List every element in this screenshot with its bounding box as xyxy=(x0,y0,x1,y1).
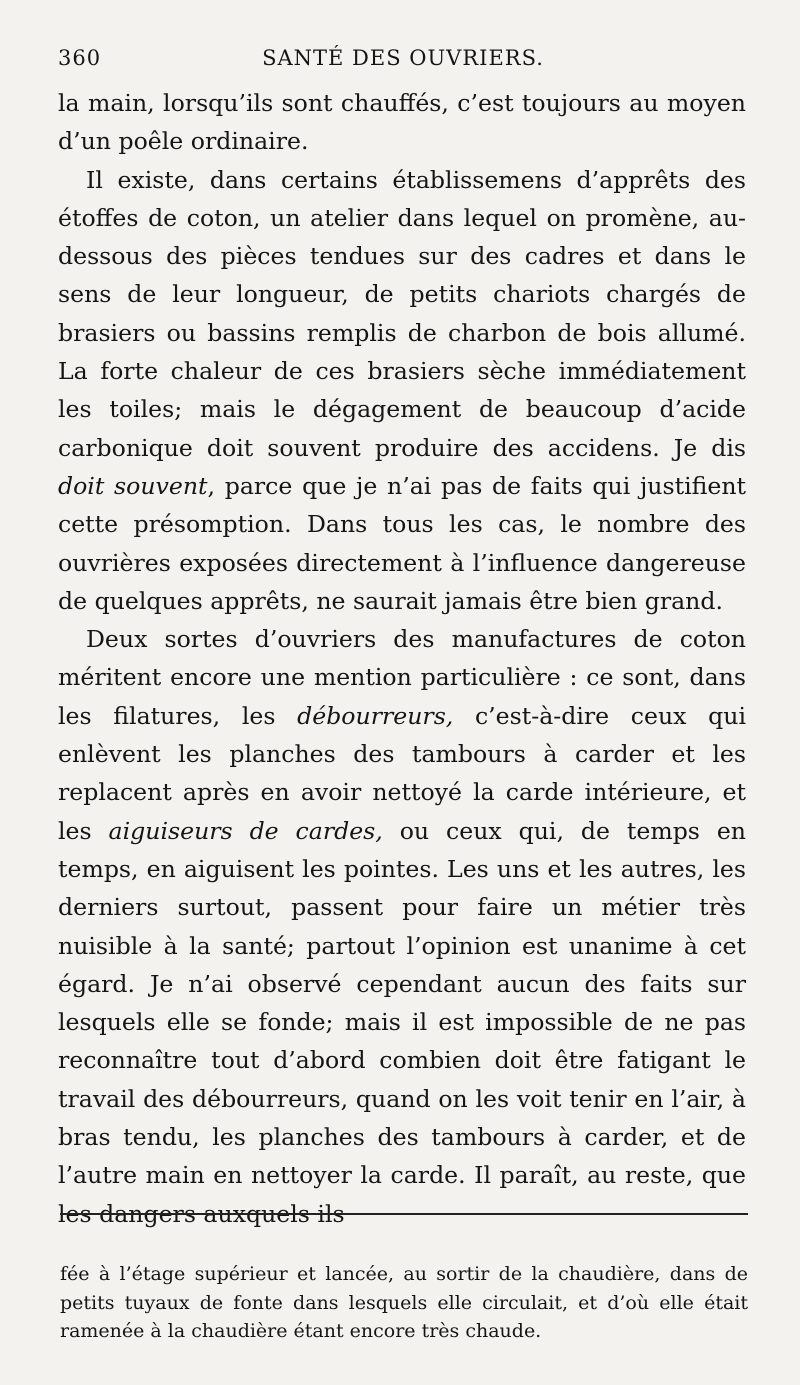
paragraph-2 xyxy=(58,161,746,621)
footnote xyxy=(60,1260,748,1346)
paragraph-2-emphasis: doit souvent xyxy=(58,471,208,500)
paragraph-2-text: Il existe, dans certains établissemens d’apprêts des étoffes de coton, un atelier dans lequel on promène, au-dessous des pièces tendues sur des cadres et dans le sens de leur longueur, de petits chariots chargés de brasiers ou bassins remplis de charbon de bois allumé. La forte chaleur de ces brasiers sèche immédiatement les toiles; mais le dégagement de beaucoup d’acide carbonique doit souvent produire des accidens. Je dis xyxy=(58,165,746,462)
footnote-divider xyxy=(60,1213,748,1215)
footnote-text: fée à l’étage supérieur et lancée, au sortir de la chaudière, dans de petits tuyaux de fonte dans lesquels elle circulait, et d’où elle était ramenée à la chaudière étant encore très chaude. xyxy=(60,1263,748,1342)
paragraph-3-emphasis-2: aiguiseurs de cardes, xyxy=(108,816,383,845)
paragraph-1-text: la main, lorsqu’ils sont chauffés, c’est toujours au moyen d’un poêle ordinaire. xyxy=(58,89,746,156)
paragraph-3-text-c: ou ceux qui, de temps en temps, en aiguisent les pointes. Les uns et les autres, les derniers surtout, passent pour faire un métier très nuisible à la santé; partout l’opinion est unanime à cet égard. Je n’ai observé cependant aucun des faits sur lesquels elle se fonde; mais il est impossible de ne pas reconnaître tout d’abord combien doit être fatigant le travail des débourreurs, quand on les voit tenir en l’air, à bras tendu, les planches des tambours à carder, et de l’autre main en nettoyer la carde. Il paraît, au reste, que les dangers auxquels ils xyxy=(58,816,746,1228)
page-header xyxy=(58,46,748,78)
running-title: SANTÉ DES OUVRIERS. xyxy=(262,46,544,70)
paragraph-3-text-a: Deux sortes d’ouvriers des manufactures de coton méritent encore une mention particulière : ce sont, dans les filatures, les xyxy=(58,625,746,730)
paragraph-3-text-b: c’est-à-dire ceux qui enlèvent les planches des tambours à carder et les replacent après en avoir nettoyé la carde intérieure, et les xyxy=(58,701,746,845)
paragraph-1 xyxy=(58,84,746,161)
page-number: 360 xyxy=(58,46,102,70)
body-text xyxy=(58,84,746,1233)
paragraph-2-tail: , parce que je n’ai pas de faits qui justifient cette présomption. Dans tous les cas, le nombre des ouvrières exposées directement à l’influence dangereuse de quelques apprêts, ne saurait jamais être bien grand. xyxy=(58,471,747,615)
paragraph-3-emphasis-1: débourreurs, xyxy=(297,701,454,730)
paragraph-3 xyxy=(58,620,746,1233)
